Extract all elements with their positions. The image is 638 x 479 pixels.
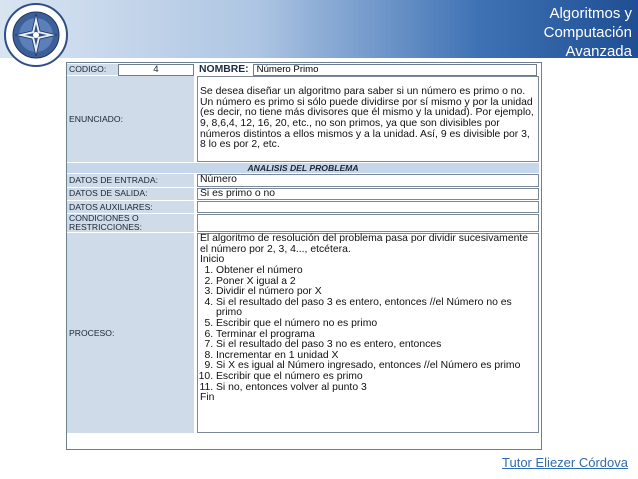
proceso-step: 1. Obtener el número <box>216 266 536 277</box>
title-line-1: Algoritmos y <box>549 5 632 22</box>
enunciado-value: Se desea diseñar un algoritmo para saber si un número es primo o no. Un número es primo si sólo puede dividirse por sí mismo y por la unidad (es decir, no tiene más divisores que él mismo y la unidad). Por ejemplo, 9, 8,6,4, 12, 16, 20, etc., no son primos, ya que son divisibles por números distintos a ellos mismos y a la unidad. Así, 9 es divisible por 3, 8 lo es por 2, etc. <box>197 76 539 162</box>
condiciones-label: CONDICIONES O RESTRICCIONES: <box>67 214 197 232</box>
proceso-step: 2. Poner X igual a 2 <box>216 277 536 288</box>
university-seal-icon <box>3 2 69 68</box>
algorithm-worksheet <box>67 63 539 434</box>
proceso-intro: El algoritmo de resolución del problema pasa por dividir sucesivamente el número por 2, 3, 4..., etcétera. <box>200 233 529 255</box>
proceso-step: 4. Si el resultado del paso 3 es entero, entonces //el Número no es primo <box>216 298 536 319</box>
proceso-row <box>67 233 539 433</box>
codigo-value: 4 <box>118 64 194 76</box>
proceso-step: 9. Si X es igual al Número ingresado, entonces //el Número es primo <box>216 361 536 372</box>
nombre-label: NOMBRE: <box>199 64 249 75</box>
proceso-step: 8. Incrementar en 1 unidad X <box>216 351 536 362</box>
codigo-row <box>67 64 539 75</box>
analisis-row <box>67 163 539 173</box>
proceso-label: PROCESO: <box>67 233 197 433</box>
auxiliares-value <box>197 201 539 213</box>
condiciones-value <box>197 214 539 232</box>
header-band <box>0 0 638 58</box>
analisis-banner: ANALISIS DEL PROBLEMA <box>67 163 539 173</box>
entrada-row <box>67 174 539 187</box>
entrada-label: DATOS DE ENTRADA: <box>67 174 197 187</box>
auxiliares-label: DATOS AUXILIARES: <box>67 201 197 213</box>
proceso-step: 10. Escribir que el número es primo <box>216 372 536 383</box>
enunciado-row <box>67 76 539 162</box>
condiciones-row <box>67 214 539 232</box>
title-line-2: Computación <box>543 24 632 41</box>
proceso-steps <box>200 266 536 393</box>
author-link[interactable]: Tutor Eliezer Córdova <box>502 455 628 470</box>
proceso-step: 11. Si no, entonces volver al punto 3 <box>216 383 536 394</box>
salida-value: Si es primo o no <box>197 188 539 201</box>
proceso-step: 3. Dividir el número por X <box>216 287 536 298</box>
proceso-value <box>197 233 539 433</box>
title-line-3: Avanzada <box>565 43 632 60</box>
salida-row <box>67 188 539 201</box>
codigo-label: CODIGO: <box>69 64 107 74</box>
proceso-step: 5. Escribir que el número no es primo <box>216 319 536 330</box>
nombre-value: Número Primo <box>253 64 537 76</box>
proceso-step: 6. Terminar el programa <box>216 330 536 341</box>
slide-title <box>544 4 632 61</box>
proceso-step: 7. Si el resultado del paso 3 no es entero, entonces <box>216 340 536 351</box>
auxiliares-row <box>67 201 539 213</box>
proceso-inicio: Inicio <box>200 254 225 266</box>
entrada-value: Número <box>197 174 539 187</box>
proceso-fin: Fin <box>200 392 215 404</box>
salida-label: DATOS DE SALIDA: <box>67 188 197 201</box>
enunciado-label: ENUNCIADO: <box>67 76 197 162</box>
